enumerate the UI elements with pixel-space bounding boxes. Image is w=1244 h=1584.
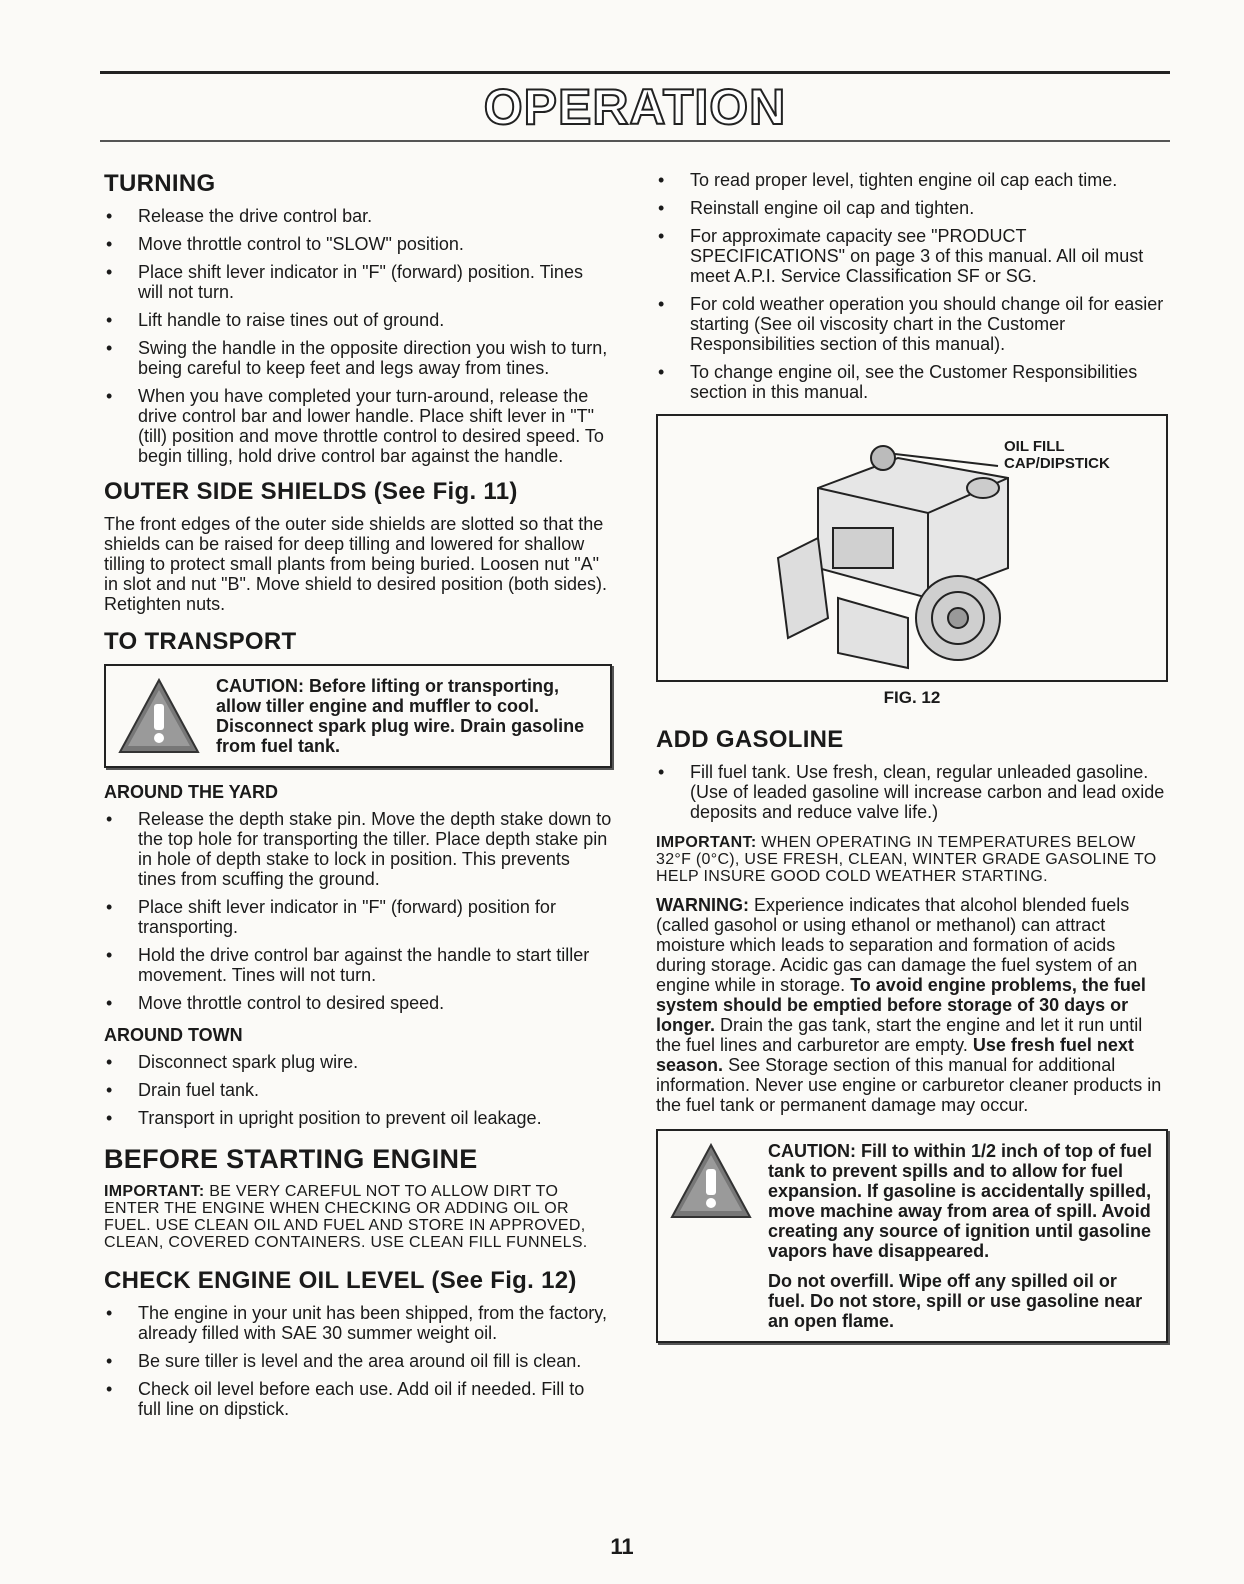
list-item: • The engine in your unit has been shipped, from the factory, already filled with SAE 30 summer weight oil. (104, 1303, 612, 1343)
before-heading: BEFORE STARTING ENGINE (104, 1144, 478, 1174)
list-item: • For approximate capacity see "PRODUCT SPECIFICATIONS" on page 3 of this manual. All oil must meet A.P.I. Service Classification SF or SG. (656, 226, 1168, 286)
list-item: • Move throttle control to "SLOW" position. (104, 234, 612, 254)
right-column (656, 170, 1168, 1357)
list-item: • Be sure tiller is level and the area around oil fill is clean. (104, 1351, 612, 1371)
turning-heading: TURNING (104, 170, 216, 197)
list-item: • Release the depth stake pin. Move the depth stake down to the top hole for transporting the tiller. Place depth stake pin in hole of depth stake to lock in position. This prevents tines from scuffing the ground. (104, 809, 612, 889)
check-oil-list (104, 1303, 612, 1419)
list-item: • Check oil level before each use. Add oil if needed. Fill to full line on dipstick. (104, 1379, 612, 1419)
list-item: • Transport in upright position to prevent oil leakage. (104, 1108, 612, 1128)
oil-list (656, 170, 1168, 402)
list-item: • Fill fuel tank. Use fresh, clean, regular unleaded gasoline. (Use of leaded gasoline will increase carbon and lead oxide deposits and reduce valve life.) (656, 762, 1168, 822)
list-item: • To change engine oil, see the Customer Responsibilities section in this manual. (656, 362, 1168, 402)
page-number: 11 (610, 1534, 634, 1559)
oil-fill-label: OIL FILL CAP/DIPSTICK (1004, 438, 1110, 472)
warning-icon (668, 1141, 754, 1221)
gasoline-heading: ADD GASOLINE (656, 726, 844, 753)
check-oil-heading: CHECK ENGINE OIL LEVEL (See Fig. 12) (104, 1267, 577, 1294)
gasoline-caution-text: CAUTION: Fill to within 1/2 inch of top of fuel tank to prevent spills and to allow for fuel expansion. If gasoline is accidentally spilled, move machine away from area of spill. Avoid creating any source of ignition until gasoline vapors have disappeared. Do not overfill. Wipe off any spilled oil or fuel. Do not store, spill or use gasoline near an open flame. (768, 1141, 1152, 1331)
list-item: • Release the drive control bar. (104, 206, 612, 226)
town-list (104, 1052, 612, 1128)
important-label: IMPORTANT: (104, 1183, 205, 1200)
transport-heading: TO TRANSPORT (104, 628, 297, 655)
gasoline-important (656, 834, 1168, 885)
list-item: • Place shift lever indicator in "F" (forward) position for transporting. (104, 897, 612, 937)
figure-12 (656, 414, 1168, 682)
shields-text: The front edges of the outer side shields are slotted so that the shields can be raised for deep tilling and lowered for shallow tilling to protect small plants from being buried. Loosen nut "A" in slot and nut "B". Move shield to desired position (both sides). Retighten nuts. (104, 514, 608, 614)
gasoline-warning: WARNING: Experience indicates that alcohol blended fuels (called gasohol or using ethanol or methanol) can attract moisture which leads to separation and formation of acids during storage. Acidic gas can damage the fuel system of an engine while in storage. To avoid engine problems, the fuel system should be emptied before storage of 30 days or longer. Drain the gas tank, start the engine and let it run until the fuel lines and carburetor are empty. Use fresh fuel next season. See Storage section of this manual for additional information. Never use engine or carburetor cleaner products in the fuel tank or permanent damage may occur. (656, 895, 1162, 1115)
left-column (104, 170, 612, 1431)
list-item: • When you have completed your turn-around, release the drive control bar and lower handle. Place shift lever in "T" (till) position and move throttle control to desired speed. To begin tilling, hold drive control bar against the handle. (104, 386, 612, 466)
important-label: IMPORTANT: (656, 834, 757, 851)
before-important (104, 1183, 612, 1251)
important-text: WHEN OPERATING IN TEMPERATURES BELOW 32°F (0°C), USE FRESH, CLEAN, WINTER GRADE GASOLINE TO HELP INSURE GOOD COLD WEATHER STARTING. (656, 834, 1157, 885)
list-item: • Lift handle to raise tines out of ground. (104, 310, 612, 330)
list-item: • Drain fuel tank. (104, 1080, 612, 1100)
page-title: OPERATION (483, 79, 787, 135)
list-item: • Reinstall engine oil cap and tighten. (656, 198, 1168, 218)
turning-list (104, 206, 612, 466)
list-item: • For cold weather operation you should change oil for easier starting (See oil viscosity chart in the Customer Responsibilities section of this manual). (656, 294, 1168, 354)
list-item: • Move throttle control to desired speed. (104, 993, 612, 1013)
list-item: • Disconnect spark plug wire. (104, 1052, 612, 1072)
figure-caption: FIG. 12 (883, 688, 941, 707)
list-item: • Hold the drive control bar against the handle to start tiller movement. Tines will not turn. (104, 945, 612, 985)
important-text: BE VERY CAREFUL NOT TO ALLOW DIRT TO ENTER THE ENGINE WHEN CHECKING OR ADDING OIL OR FUEL. USE CLEAN OIL AND FUEL AND STORE IN APPROVED, CLEAN, COVERED CONTAINERS. USE CLEAN FILL FUNNELS. (104, 1183, 588, 1251)
list-item: • Place shift lever indicator in "F" (forward) position. Tines will not turn. (104, 262, 612, 302)
list-item: • To read proper level, tighten engine oil cap each time. (656, 170, 1168, 190)
gasoline-caution-box (656, 1129, 1168, 1343)
gasoline-list (656, 762, 1168, 822)
yard-heading: AROUND THE YARD (104, 782, 279, 802)
town-heading: AROUND TOWN (104, 1025, 243, 1045)
yard-list (104, 809, 612, 1013)
top-rule (100, 71, 1170, 74)
shields-heading: OUTER SIDE SHIELDS (See Fig. 11) (104, 478, 518, 505)
list-item: • Swing the handle in the opposite direction you wish to turn, being careful to keep feet and legs away from tines. (104, 338, 612, 378)
transport-caution-box (104, 664, 612, 768)
warning-label: WARNING: (656, 895, 749, 915)
title-rule (100, 140, 1170, 142)
transport-caution-text: CAUTION: Before lifting or transporting, allow tiller engine and muffler to cool. Disconnect spark plug wire. Drain gasoline from fuel tank. (216, 676, 585, 756)
warning-icon (116, 676, 202, 756)
